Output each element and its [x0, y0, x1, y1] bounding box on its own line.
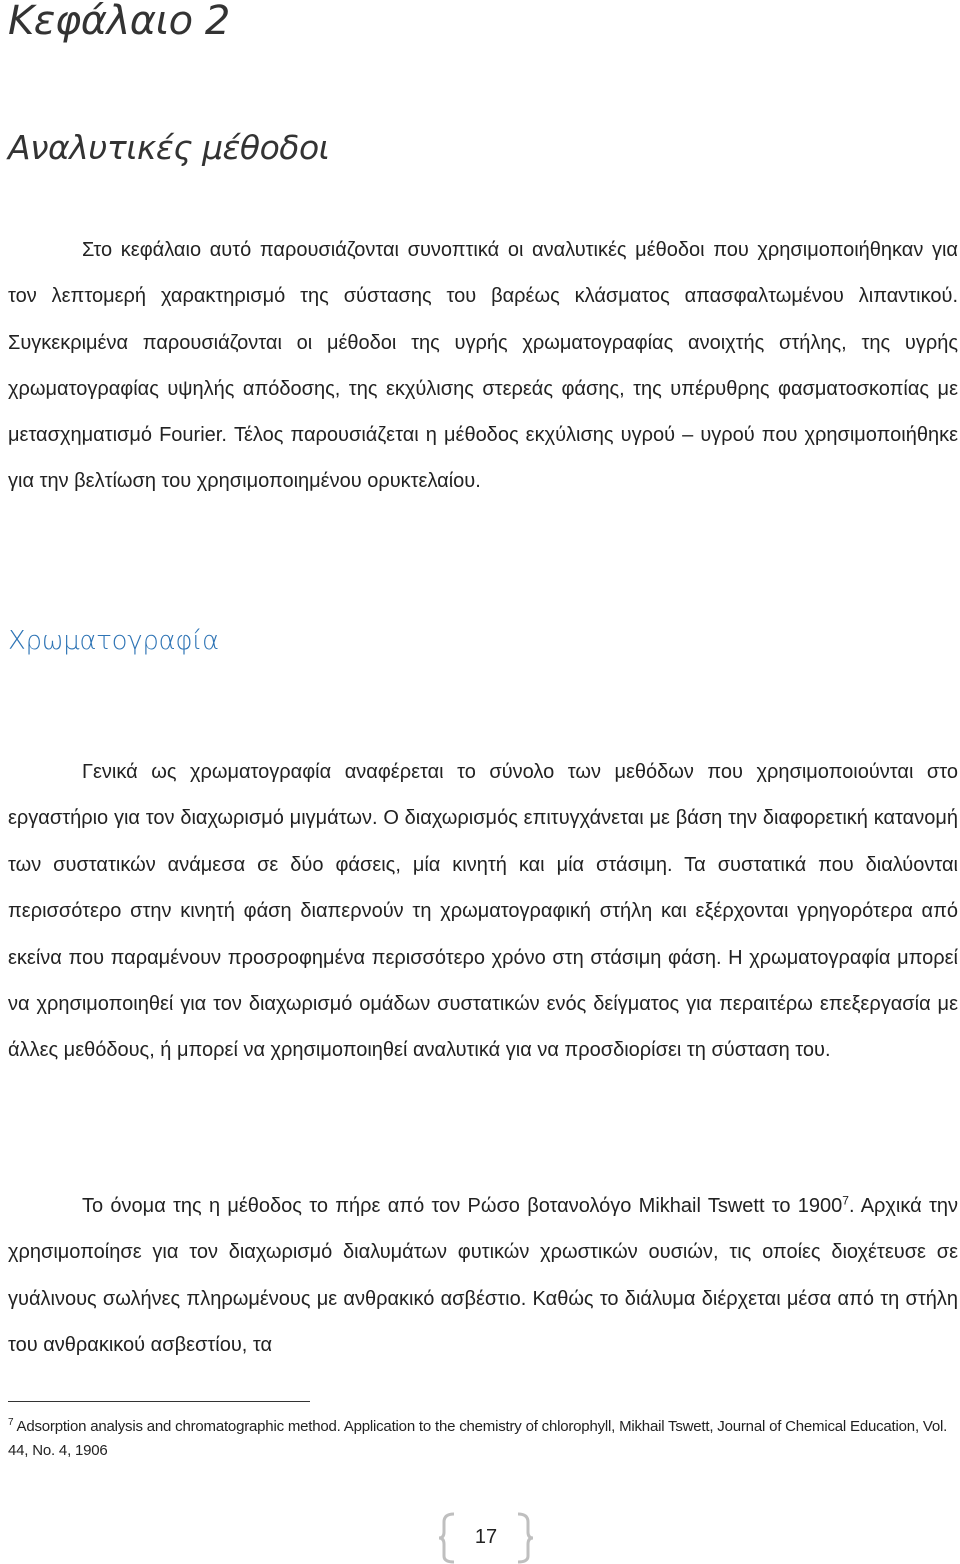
chapter-title: Κεφάλαιο 2	[8, 0, 230, 44]
footnote-reference[interactable]: 7	[842, 1193, 849, 1208]
section-title: Αναλυτικές μέθοδοι	[8, 128, 330, 167]
footnote-marker: 7	[8, 1417, 14, 1428]
page-number: 17	[474, 1526, 498, 1548]
chromatography-paragraph-2	[8, 1183, 958, 1368]
paragraph-text-part: Το όνομα της η μέθοδος το πήρε από τον Ρώσο βοτανολόγο Mikhail Tswett το 1900	[82, 1195, 843, 1217]
footnote-separator	[8, 1401, 310, 1402]
chromatography-paragraph-1: Γενικά ως χρωματογραφία αναφέρεται το σύνολο των μεθόδων που χρησιμοποιούνται στο εργαστήριο για τον διαχωρισμό μιγμάτων. Ο διαχωρισμός επιτυγχάνεται με βάση την διαφορετική κατανομή των συστατικών ανάμεσα σε δύο φάσεις, μία κινητή και μία στάσιμη. Τα συστατικά που διαλύονται περισσότερο στην κινητή φάση διαπερνούν τη χρωματογραφική στήλη και εξέρχονται γρηγορότερα από εκείνα που παραμένουν προσροφημένα περισσότερο χρόνο στη στάσιμη φάση. Η χρωματογραφία μπορεί να χρησιμοποιηθεί για τον διαχωρισμό ομάδων συστατικών ενός δείγματος για περαιτέρω επεξεργασία με άλλες μεθόδους, ή μπορεί να χρησιμοποιηθεί αναλυτικά για να προσδιορίσει τη σύσταση του.	[8, 761, 958, 1062]
footnote	[8, 1415, 958, 1463]
subsection-heading: Χρωματογραφία	[8, 626, 219, 656]
footnote-text: Adsorption analysis and chromatographic method. Application to the chemistry of chlorophyll, Mikhail Tswett, Journal of Chemical Education, Vol. 44, No. 4, 1906	[8, 1418, 948, 1459]
page-number-box	[438, 1512, 534, 1564]
intro-paragraph: Στο κεφάλαιο αυτό παρουσιάζονται συνοπτικά οι αναλυτικές μέθοδοι που χρησιμοποιήθηκαν για τον λεπτομερή χαρακτηρισμό της σύστασης του βαρέως κλάσματος απασφαλτωμένου λιπαντικού. Συγκεκριμένα παρουσιάζονται οι μέθοδοι της υγρής χρωματογραφίας ανοιχτής στήλης, της υγρής χρωματογραφίας υψηλής απόδοσης, της εκχύλισης στερεάς φάσης, της υπέρυθρης φασματοσκοπίας με μετασχηματισμό Fourier. Τέλος παρουσιάζεται η μέθοδος εκχύλισης υγρού – υγρού που χρησιμοποιήθηκε για την βελτίωση του χρησιμοποιημένου ορυκτελαίου.	[8, 239, 958, 493]
paragraph-text-part: . Αρχικά την χρησιμοποίησε για τον διαχωρισμό διαλυμάτων φυτικών χρωστικών ουσιών, τις οποίες διοχέτευσε σε γυάλινους σωλήνες πληρωμένους με ανθρακικό ασβέστιο. Καθώς το διάλυμα διέρχεται μέσα από τη στήλη του ανθρακικού ασβεστίου, τα	[8, 1195, 958, 1356]
